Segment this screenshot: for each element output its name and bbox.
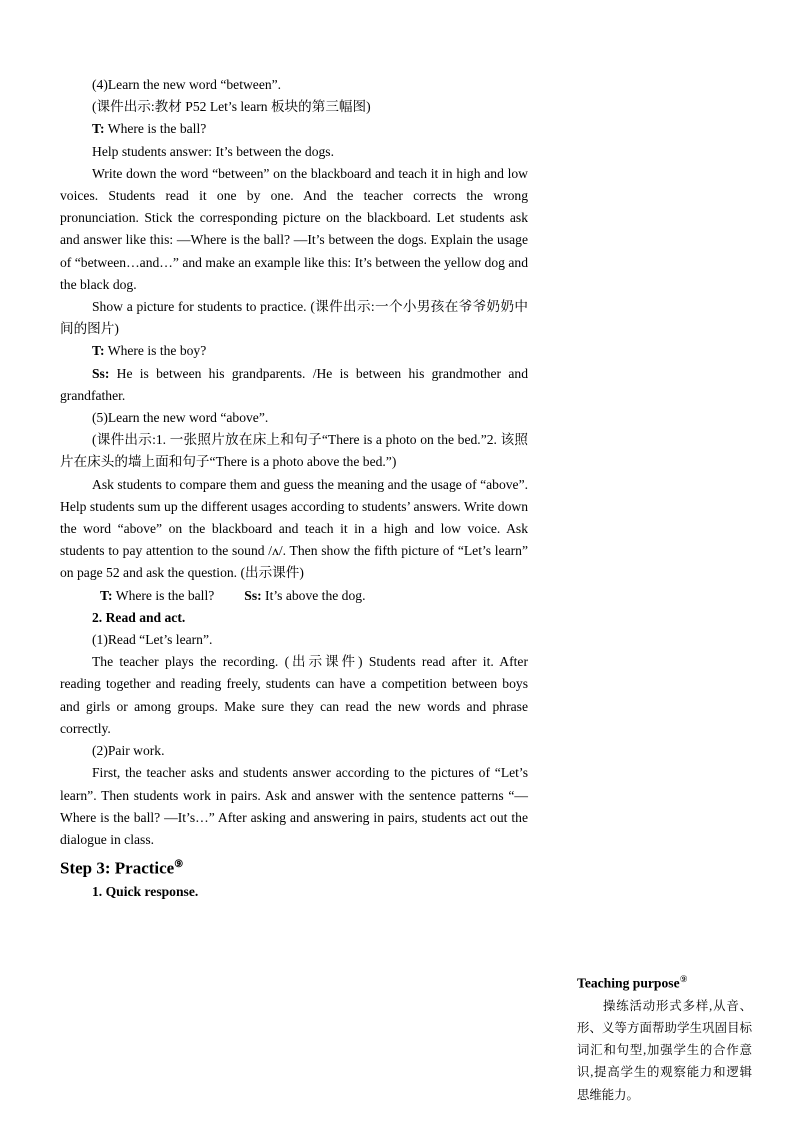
paragraph-text: Where is the ball? xyxy=(104,121,207,137)
paragraph-text: The teacher plays the recording. (出示课件) Students read after it. After reading together and reading freely, students can have a competition between boys and girls or among groups. Make sure they can read the new words and phrase correctly. xyxy=(60,654,528,736)
paragraph-text: (课件出示:1. 一张照片放在床上和句子“There is a photo on the bed.”2. 该照片在床头的墙上面和句子“There is a photo above the bed.”) xyxy=(60,432,528,470)
bold-label: T: xyxy=(92,121,105,137)
paragraph xyxy=(60,163,528,296)
side-note xyxy=(577,968,752,1106)
paragraph-text: (1)Read “Let’s learn”. xyxy=(92,632,213,648)
paragraph xyxy=(60,407,528,429)
paragraph-text: Help students answer: It’s between the dogs. xyxy=(92,143,334,159)
paragraph-text: He is between his grandparents. /He is between his grandmother and grandfather. xyxy=(60,365,528,403)
paragraph xyxy=(60,74,528,96)
paragraph-text: Ask students to compare them and guess the meaning and the usage of “above”. Help students sum up the different usages according to students’ answers. Write down the word “above” on the blackboard and teach it in a high and low voice. Ask students to pay attention to the sound /ʌ/. Then show the fifth picture of “Let’s learn” on page 52 and ask the question. (出示课件) xyxy=(60,476,528,581)
paragraph-text: (5)Learn the new word “above”. xyxy=(92,410,269,426)
side-note-body: 操练活动形式多样,从音、形、义等方面帮助学生巩固目标词汇和句型,加强学生的合作意识,提高学生的观察能力和逻辑思维能力。 xyxy=(577,998,752,1102)
speaker-label: Ss: xyxy=(244,587,262,603)
paragraph xyxy=(60,629,528,651)
paragraph xyxy=(60,585,528,607)
speaker-label: T: xyxy=(100,587,113,603)
bold-label: Ss: xyxy=(92,365,110,381)
paragraph xyxy=(60,607,528,629)
lesson-paragraphs xyxy=(60,74,528,851)
paragraph xyxy=(60,118,528,140)
side-footnote-mark: ⑨ xyxy=(679,974,688,984)
paragraph xyxy=(60,363,528,407)
step-heading xyxy=(60,853,528,881)
paragraph-text: (课件出示:教材 P52 Let’s learn 板块的第三幅图) xyxy=(92,99,371,115)
paragraph-text: (2)Pair work. xyxy=(92,743,165,759)
paragraph-text: Where is the boy? xyxy=(104,343,207,359)
paragraph-text: Show a picture for students to practice. (课件出示:一个小男孩在爷爷奶奶中间的图片) xyxy=(60,299,528,337)
speaker-line: It’s above the dog. xyxy=(261,587,366,603)
paragraph xyxy=(60,296,528,340)
side-title-text: Teaching purpose xyxy=(577,975,680,991)
step-item-text: 1. Quick response. xyxy=(92,883,199,899)
paragraph xyxy=(60,651,528,740)
speaker-line: Where is the ball? xyxy=(112,587,215,603)
paragraph xyxy=(60,141,528,163)
bold-label: 2. Read and act. xyxy=(92,609,186,625)
paragraph-text: First, the teacher asks and students answer according to the pictures of “Let’s learn”. Then students work in pairs. Ask and answer with the sentence patterns “—Where is the ball? —It’s…” After asking and answering in pairs, students act out the dialogue in class. xyxy=(60,765,528,847)
step-title: Step 3: Practice xyxy=(60,858,175,878)
main-column xyxy=(60,74,528,903)
paragraph xyxy=(60,474,528,585)
side-note-title xyxy=(577,968,752,995)
paragraph-text: (4)Learn the new word “between”. xyxy=(92,77,282,92)
paragraph xyxy=(60,429,528,473)
paragraph xyxy=(60,762,528,851)
paragraph-text: Write down the word “between” on the blackboard and teach it in high and low voices. Students read it one by one. And the teacher corrects the wrong pronunciation. Stick the corresponding picture on the blackboard. Let students ask and answer like this: —Where is the ball? —It’s between the dogs. Explain the usage of “between…and…” and make an example like this: It’s between the yellow dog and the black dog. xyxy=(60,165,528,292)
paragraph xyxy=(60,740,528,762)
step-item xyxy=(60,881,528,903)
footnote-mark: ⑨ xyxy=(174,859,184,871)
paragraph xyxy=(60,96,528,118)
bold-label: T: xyxy=(92,343,105,359)
paragraph xyxy=(60,340,528,362)
